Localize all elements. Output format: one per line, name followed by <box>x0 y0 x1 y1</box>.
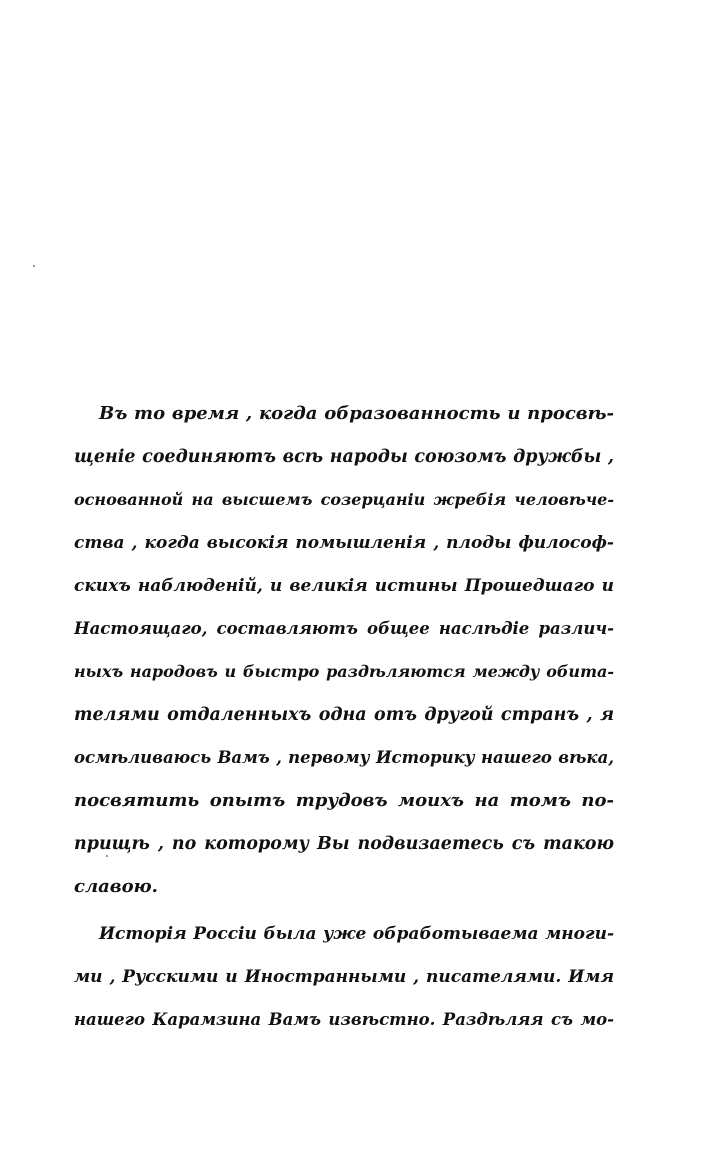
text-line: прищѣ , по которому Вы подвизаетесь съ такою <box>74 834 614 854</box>
text-line: Въ то время , когда образованность и просвѣ- <box>99 403 614 424</box>
text-line: Исторія Россіи была уже обработываема многи- <box>99 924 614 944</box>
paper-speck <box>33 265 35 267</box>
text-line: щеніе соединяютъ всѣ народы союзомъ дружбы , <box>74 447 614 467</box>
text-line: осмѣливаюсь Вамъ , первому Историку нашего вѣка, <box>74 748 614 767</box>
text-line: славою. <box>74 876 158 897</box>
text-line: ныхъ народовъ и быстро раздѣляются между обита- <box>74 662 614 681</box>
dedication-text <box>74 399 614 1048</box>
paragraph-2 <box>74 919 614 1048</box>
paragraph-1 <box>74 399 614 915</box>
text-line: посвятить опытъ трудовъ моихъ на томъ по- <box>74 790 614 811</box>
text-line: скихъ наблюденій, и великія истины Прошедшаго и <box>74 576 614 596</box>
text-line: нашего Карамзина Вамъ извѣстно. Раздѣляя съ мо- <box>74 1010 614 1029</box>
text-line: телями отдаленныхъ одна отъ другой странъ , я <box>74 705 614 725</box>
text-line: ства , когда высокія помышленія , плоды философ- <box>74 533 614 553</box>
text-line: ми , Русскими и Иностранными , писателями. Имя <box>74 967 614 987</box>
text-line: основанной на высшемъ созерцаніи жребія человѣче- <box>74 490 614 509</box>
text-line: Настоящаго, составляютъ общее наслѣдіе различ- <box>74 619 614 638</box>
